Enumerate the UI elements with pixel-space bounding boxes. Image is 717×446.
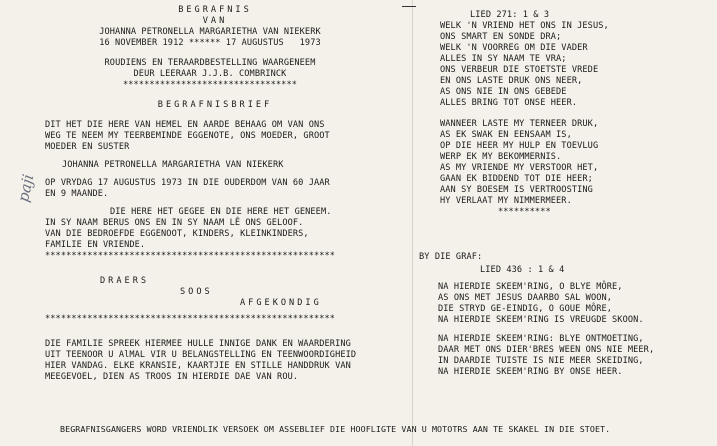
handwritten-annotation: paji — [14, 172, 38, 204]
hymn-line: HY VERLAAT MY NIMMERMEER. — [440, 196, 572, 206]
hymn-line: AAN SY BOESEM IS VERTROOSTING — [440, 185, 593, 195]
divider-stars: ******************************************************* — [45, 314, 336, 324]
paragraph-line: VAN DIE BEDROEFDE EGGENOOT, KINDERS, KLEINKINDERS, — [45, 229, 309, 239]
bearers-soos: SOOS — [180, 287, 213, 297]
graveside-heading: BY DIE GRAF: — [419, 252, 483, 262]
deceased-name: JOHANNA PETRONELLA MARGARIETHA VAN NIEKERK — [99, 27, 321, 37]
thanks-line: DIE FAMILIE SPREEK HIERMEE HULLE INNIGE DANK EN WAARDERING — [45, 339, 351, 349]
scripture-line: DIE HERE HET GEGEE EN DIE HERE HET GENEEM. — [110, 207, 332, 217]
hymn-line: GAAN EK BIDDEND TOT DIE HEER; — [440, 174, 593, 184]
fold-line — [412, 0, 413, 446]
paragraph-line: OP VRYDAG 17 AUGUSTUS 1973 IN DIE OUDERDOM VAN 60 JAAR — [45, 178, 330, 188]
deceased-name-repeat: JOHANNA PETRONELLA MARGARIETHA VAN NIEKERK — [62, 160, 284, 170]
service-line-1: ROUDIENS EN TERAARDBESTELLING WAARGENEEM — [104, 58, 316, 68]
hymn-line: AS ONS NIE IN ONS GEBEDE — [440, 87, 567, 97]
hymn-line: ALLES BRING TOT ONSE HEER. — [440, 98, 578, 108]
paragraph-line: MOEDER EN SUSTER — [45, 142, 130, 152]
thanks-line: UIT TEENOOR U AlMAL VIR U BELANGSTELLING EN TEENWOORDIGHEID — [45, 350, 357, 360]
hymn-line: IN DAARDIE TUISTE IS NIE MEER SKEIDING, — [438, 356, 644, 366]
service-line-2: DEUR LEERAAR J.J.B. COMBRINCK — [133, 69, 287, 79]
hymn-line: NA HIERDIE SKEEM'RING BY ONSE HEER. — [438, 367, 623, 377]
paragraph-line: IN SY NAAM BERUS ONS EN IN SY NAAM LÊ ONS GELOOF. — [45, 218, 304, 228]
footer-notice: BEGRAFNISGANGERS WORD VRIENDLIK VERSOEK OM ASSEBLIEF DIE HOOFLIGTE VAN U MOTOTRS AAN TE SKAKEL IN DIE STOET. — [60, 424, 611, 434]
divider-stars: ******************************************************* — [45, 251, 336, 261]
divider-stars: ********************************* — [122, 80, 298, 90]
hymn-line: AS ONS MET JESUS DAARBO SAL WOON, — [438, 293, 613, 303]
hymn-heading-271: LIED 271: 1 & 3 — [470, 10, 550, 20]
hymn-line: WELK 'N VOORREG OM DIE VADER — [440, 43, 588, 53]
divider-stars: ********** — [498, 207, 551, 217]
hymn-line: WANNEER LASTE MY TERNEER DRUK, — [440, 119, 599, 129]
hymn-line: DAAR MET ONS DIER'BRES WEEN ONS NIE MEER, — [438, 345, 655, 355]
thanks-line: MEEGEVOEL, DIEN AS TROOS IN HIERDIE DAE VAN ROU. — [45, 372, 299, 382]
hymn-line: NA HIERDIE SKEEM'RING IS VREUGDE SKOON. — [438, 315, 644, 325]
hymn-heading-436: LIED 436 : 1 & 4 — [480, 265, 565, 275]
paragraph-line: EN 9 MAANDE. — [45, 189, 109, 199]
hymn-line: AS EK SWAK EN EENSAAM IS, — [440, 130, 572, 140]
corner-mark — [402, 6, 416, 7]
hymn-line: WELK 'N VRIEND HET ONS IN JESUS, — [440, 21, 609, 31]
hymn-line: NA HIERDIE SKEEM'RING, O BLYE MÔRE, — [438, 282, 623, 292]
thanks-line: HIER VANDAG. ELKE KRANSIE, KAARTJIE EN STILLE HANDDRUK VAN — [45, 361, 351, 371]
hymn-line: AS MY VRIENDE MY VERSTOOR HET, — [440, 163, 599, 173]
paragraph-line: DIT HET DIE HERE VAN HEMEL EN AARDE BEHAAG OM VAN ONS — [45, 120, 325, 130]
hymn-line: NA HIERDIE SKEEM'RING: BLYE ONTMOETING, — [438, 334, 644, 344]
title: BEGRAFNIS — [178, 5, 252, 15]
title-van: VAN — [202, 16, 228, 26]
paragraph-line: FAMILIE EN VRIENDE. — [45, 240, 146, 250]
bearers-heading: DRAERS — [100, 276, 150, 286]
letter-heading: BEGRAFNISBRIEF — [157, 100, 273, 110]
hymn-line: DIE STRYD GE-EINDIG, O GOUE MÔRE, — [438, 304, 613, 314]
hymn-line: WERP EK MY BEKOMMERNIS. — [440, 152, 562, 162]
hymn-line: OP DIE HEER MY HULP EN TOEVLUG — [440, 141, 599, 151]
hymn-line: ALLES IN SY NAAM TE VRA; — [440, 54, 567, 64]
bearers-announced: AFGEKONDIG — [240, 298, 322, 308]
life-dates: 16 NOVEMBER 1912 ****** 17 AUGUSTUS 1973 — [99, 38, 321, 48]
paragraph-line: WEG TE NEEM MY TEERBEMINDE EGGENOTE, ONS MOEDER, GROOT — [45, 131, 330, 141]
hymn-line: ONS SMART EN SONDE DRA; — [440, 32, 562, 42]
hymn-line: ONS VERBEUR DIE STOETSTE VREDE — [440, 65, 599, 75]
hymn-line: EN ONS LASTE DRUK ONS NEER, — [440, 76, 583, 86]
